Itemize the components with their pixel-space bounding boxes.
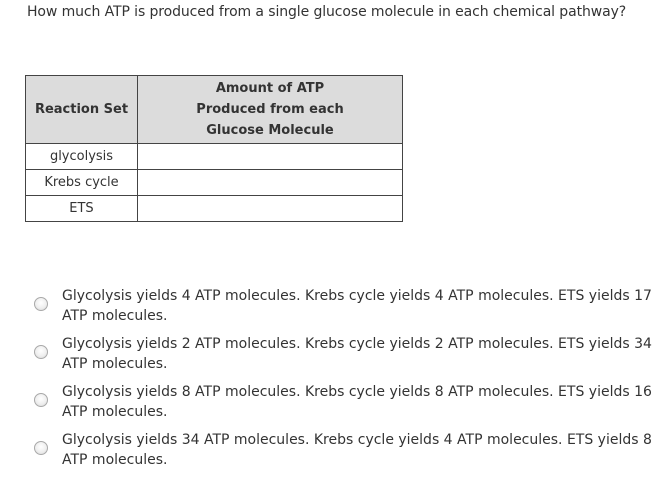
amount-cell	[138, 170, 403, 196]
answer-option-label: Glycolysis yields 34 ATP molecules. Krebs cycle yields 4 ATP molecules. ETS yields 8 ATP molecules.	[62, 432, 652, 468]
table-row	[26, 170, 403, 196]
reaction-cell: ETS	[26, 196, 138, 222]
atp-table	[25, 75, 403, 222]
radio-button[interactable]	[34, 345, 48, 359]
question-text: How much ATP is produced from a single glucose molecule in each chemical pathway?	[27, 4, 627, 20]
answer-option-label: Glycolysis yields 8 ATP molecules. Krebs cycle yields 8 ATP molecules. ETS yields 16 ATP molecules.	[62, 384, 652, 420]
table-row	[26, 144, 403, 170]
radio-button[interactable]	[34, 297, 48, 311]
radio-button[interactable]	[34, 441, 48, 455]
table-row	[26, 196, 403, 222]
table-header-row	[26, 76, 403, 144]
header-amount-line-2: Produced from each	[196, 102, 344, 117]
amount-cell	[138, 196, 403, 222]
header-amount-line-3: Glucose Molecule	[206, 123, 334, 138]
answer-option-1[interactable]	[0, 285, 664, 333]
reaction-cell: Krebs cycle	[26, 170, 138, 196]
answer-option-label: Glycolysis yields 2 ATP molecules. Krebs cycle yields 2 ATP molecules. ETS yields 34 ATP molecules.	[62, 336, 652, 372]
reaction-cell: glycolysis	[26, 144, 138, 170]
answer-option-3[interactable]	[0, 381, 664, 429]
answer-option-label: Glycolysis yields 4 ATP molecules. Krebs cycle yields 4 ATP molecules. ETS yields 17 ATP molecules.	[62, 288, 652, 324]
answer-option-4[interactable]	[0, 429, 664, 477]
header-amount-line-1: Amount of ATP	[215, 81, 325, 96]
header-reaction-set: Reaction Set	[26, 76, 138, 144]
answer-options	[0, 285, 664, 477]
radio-button[interactable]	[34, 393, 48, 407]
header-amount-of-atp	[138, 76, 403, 144]
amount-cell	[138, 144, 403, 170]
answer-option-2[interactable]	[0, 333, 664, 381]
